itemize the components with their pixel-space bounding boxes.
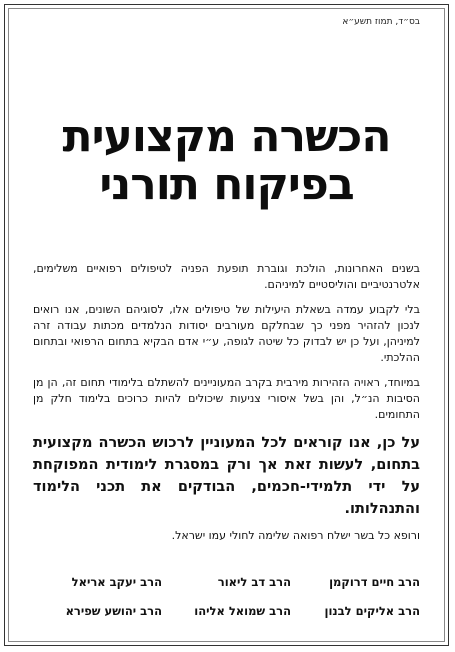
notice-frame	[4, 4, 449, 646]
signatories	[33, 575, 420, 618]
signatory: הרב יהושע שפירא	[65, 604, 162, 618]
notice-body	[33, 261, 420, 553]
signatory: הרב שמואל אליהו	[194, 604, 291, 618]
blessing-line: ורופא כל בשר ישלח רפואה שלימה לחולי עמו ישראל.	[171, 529, 420, 542]
signatory: הרב חיים דרוקמן	[329, 575, 420, 589]
headline	[33, 113, 420, 209]
signatory: הרב יעקב אריאל	[71, 575, 162, 589]
call-to-action-paragraph: על כן, אנו קוראים לכל המעוניין לרכוש הכשרה מקצועית בתחום, לעשות זאת אך ורק במסגרת לימודית המפוקחת על ידי תלמידי-חכמים, הבודקים את תכני הלימוד והתנהלותו.	[33, 435, 420, 517]
headline-line: בפיקוח תורני	[99, 159, 354, 210]
signatory: הרב דב ליאור	[217, 575, 291, 589]
headline-line: הכשרה מקצועית	[62, 111, 391, 162]
signatory: הרב אליקים לבנון	[324, 604, 420, 618]
paragraph: במיוחד, ראויה הזהירות מירבית בקרב המעוניינים להשתלם בלימודי תחום זה, הן מן הסיבות הנ״ל, והן בשל איסורי צניעות שיכולים להיות כרוכים בלימוד חלק מן התחומים.	[33, 376, 420, 421]
dateline: בס״ד, תמוז תשע״א	[342, 17, 420, 27]
paragraph: בלי לקבוע עמדה בשאלת היעילות של טיפולים אלו, לסוגיהם השונים, אנו רואים לנכון להזהיר מפני כך שבחלקם מעורבים יסודות הנלמדים מכתות עבודה זרה למיניהן, ועל כן יש לבדוק כל שיטה לגופה, ע״י אדם הבקיא בתחום הרפואי ובתחום ההלכתי.	[33, 303, 420, 364]
paragraph: בשנים האחרונות, הולכת וגוברת תופעת הפניה לטיפולים רפואיים משלימים, אלטרנטיביים והוליסטיים למיניהם.	[33, 262, 420, 291]
